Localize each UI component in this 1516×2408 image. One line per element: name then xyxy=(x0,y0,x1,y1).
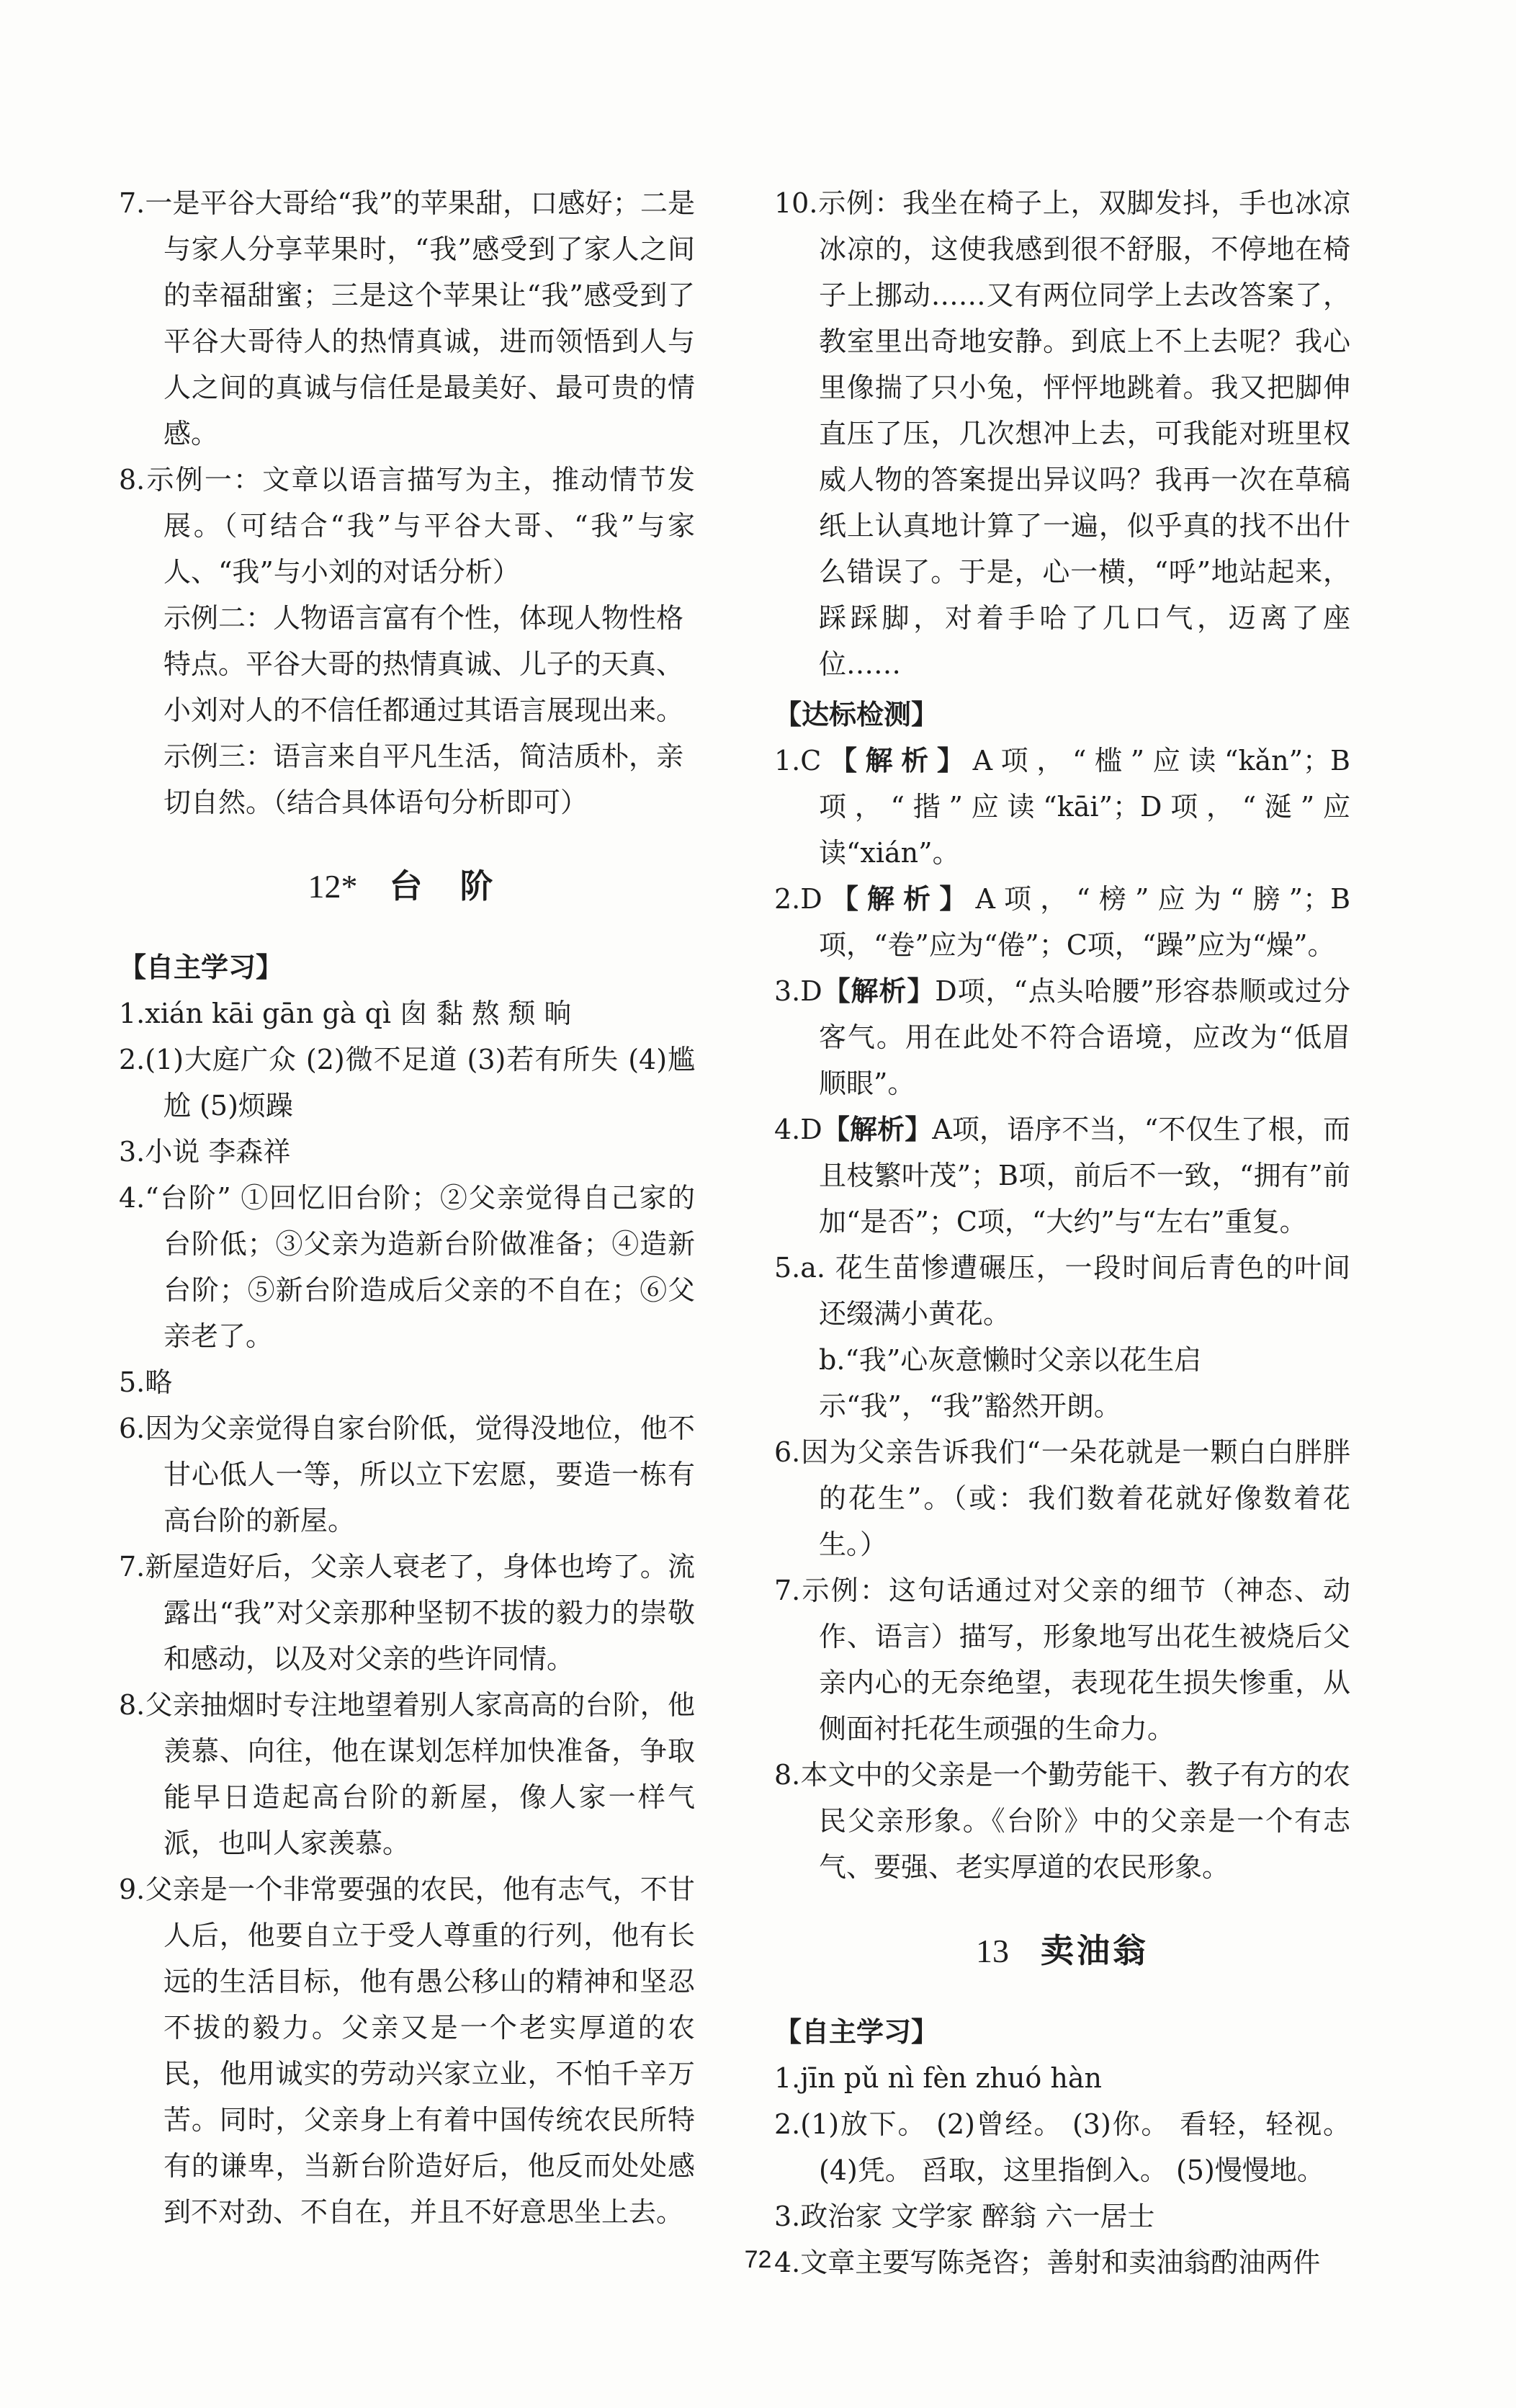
answer-item: 9.父亲是一个非常要强的农民，他有志气，不甘人后，他要自立于受人尊重的行列，他有长远的生活目标，他有愚公移山的精神和坚忍不拔的毅力。父亲又是一个老实厚道的农民，他用诚实的劳动兴家立业，不怕千辛万苦。同时，父亲身上有着中国传统农民所特有的谦卑，当新台阶造好后，他反而处处感到不对劲、不自在，并且不好意思坐上去。 xyxy=(119,1874,695,2228)
answer-item: 2.(1)放下。 (2)曾经。 (3)你。 看轻，轻视。 (4)凭。 舀取，这里指倒入。 (5)慢慢地。 xyxy=(774,2108,1350,2186)
answer-item: 7.新屋造好后，父亲人衰老了，身体也垮了。流露出“我”对父亲那种坚韧不拔的毅力的崇敬和感动，以及对父亲的些许同情。 xyxy=(119,1551,695,1675)
left-column xyxy=(119,180,695,2235)
check-item: 4.D【解析】A项，语序不当，“不仅生了根，而且枝繁叶茂”；B项，前后不一致，“拥有”前加“是否”；C项，“大约”与“左右”重复。 xyxy=(774,1114,1350,1237)
answer-item: 8.示例一：文章以语言描写为主，推动情节发展。（可结合“我”与平谷大哥、“我”与家人、“我”与小刘的对话分析） xyxy=(119,464,695,588)
right-column xyxy=(774,180,1350,2286)
page-number: 72 xyxy=(744,2246,772,2273)
lesson-name: 台 阶 xyxy=(389,867,506,905)
answer-item: 5.略 xyxy=(119,1366,173,1398)
section-heading: 【自主学习】 xyxy=(774,2016,939,2048)
lesson-name: 卖油翁 xyxy=(1041,1931,1149,1970)
answer-item: 3.小说 李森祥 xyxy=(119,1136,291,1168)
answer-item: 5.a. 花生苗惨遭碾压，一段时间后青色的叶间还缀满小黄花。 xyxy=(774,1252,1350,1330)
check-item: 2.D【解析】A项，“榜”应为“膀”；B项，“卷”应为“倦”；C项，“躁”应为“燥”。 xyxy=(774,883,1350,961)
lesson-number: 13 xyxy=(976,1933,1009,1969)
check-item: 3.D【解析】D项，“点头哈腰”形容恭顺或过分客气。用在此处不符合语境，应改为“低眉顺眼”。 xyxy=(774,975,1350,1099)
answer-item: 7.一是平谷大哥给“我”的苹果甜，口感好；二是与家人分享苹果时，“我”感受到了家人之间的幸福甜蜜；三是这个苹果让“我”感受到了平谷大哥待人的热情真诚，进而领悟到人与人之间的真诚与信任是最美好、最可贵的情感。 xyxy=(119,187,695,449)
answer-item: 1.jīn pǔ nì fèn zhuó hàn xyxy=(774,2062,1102,2094)
answer-item: 2.(1)大庭广众 (2)微不足道 (3)若有所失 (4)尴尬 (5)烦躁 xyxy=(119,1044,695,1122)
answer-item: 4.文章主要写陈尧咨；善射和卖油翁酌油两件 xyxy=(774,2247,1321,2278)
lesson-number: 12* xyxy=(308,868,358,905)
answer-item: 7.示例：这句话通过对父亲的细节（神态、动作、语言）描写，形象地写出花生被烧后父亲内心的无奈绝望，表现花生损失惨重，从侧面衬托花生顽强的生命力。 xyxy=(774,1575,1350,1745)
answer-item: 1.xián kāi gān gà qì 囱 黏 熬 颓 晌 xyxy=(119,998,572,1029)
answer-item: 10.示例：我坐在椅子上，双脚发抖，手也冰凉冰凉的，这使我感到很不舒服，不停地在椅子上挪动……又有两位同学上去改答案了，教室里出奇地安静。到底上不上去呢？我心里像揣了只小兔，怦怦地跳着。我又把脚伸直压了压，几次想冲上去，可我能对班里权威人物的答案提出异议吗？我再一次在草稿纸上认真地计算了一遍，似乎真的找不出什么错误了。于是，心一横，“呼”地站起来，踩踩脚，对着手哈了几口气，迈离了座位…… xyxy=(774,187,1350,680)
answer-item: 6.因为父亲觉得自家台阶低，觉得没地位，他不甘心低人一等，所以立下宏愿，要造一栋有高台阶的新屋。 xyxy=(119,1413,695,1536)
lesson-title xyxy=(119,863,695,910)
answer-subitem: b.“我”心灰意懒时父亲以花生启示“我”，“我”豁然开朗。 xyxy=(819,1344,1202,1422)
section-heading: 【自主学习】 xyxy=(119,952,284,983)
section-heading: 【达标检测】 xyxy=(774,699,939,730)
answer-item: 8.父亲抽烟时专注地望着别人家高高的台阶，他羡慕、向往，他在谋划怎样加快准备，争取能早日造起高台阶的新屋，像人家一样气派，也叫人家羡慕。 xyxy=(119,1689,695,1859)
answer-item: 8.本文中的父亲是一个勤劳能干、教子有方的农民父亲形象。《台阶》中的父亲是一个有志气、要强、老实厚道的农民形象。 xyxy=(774,1759,1350,1883)
answer-item: 3.政治家 文学家 醉翁 六一居士 xyxy=(774,2201,1155,2232)
answer-item: 6.因为父亲告诉我们“一朵花就是一颗白白胖胖的花生”。（或：我们数着花就好像数着花生。） xyxy=(774,1436,1350,1560)
example-paragraph: 示例三：语言来自平凡生活，简洁质朴，亲切自然。（结合具体语句分析即可） xyxy=(163,740,684,818)
check-item: 1.C【解析】A项，“槛”应读“kǎn”；B项，“揩”应读“kāi”；D项，“涎”应读“xián”。 xyxy=(774,745,1350,869)
example-paragraph: 示例二：人物语言富有个性，体现人物性格特点。平谷大哥的热情真诚、儿子的天真、小刘对人的不信任都通过其语言展现出来。 xyxy=(163,602,684,726)
answer-item: 4.“台阶” ①回忆旧台阶；②父亲觉得自己家的台阶低；③父亲为造新台阶做准备；④造新台阶；⑤新台阶造成后父亲的不自在；⑥父亲老了。 xyxy=(119,1182,695,1352)
lesson-title xyxy=(774,1928,1350,1974)
